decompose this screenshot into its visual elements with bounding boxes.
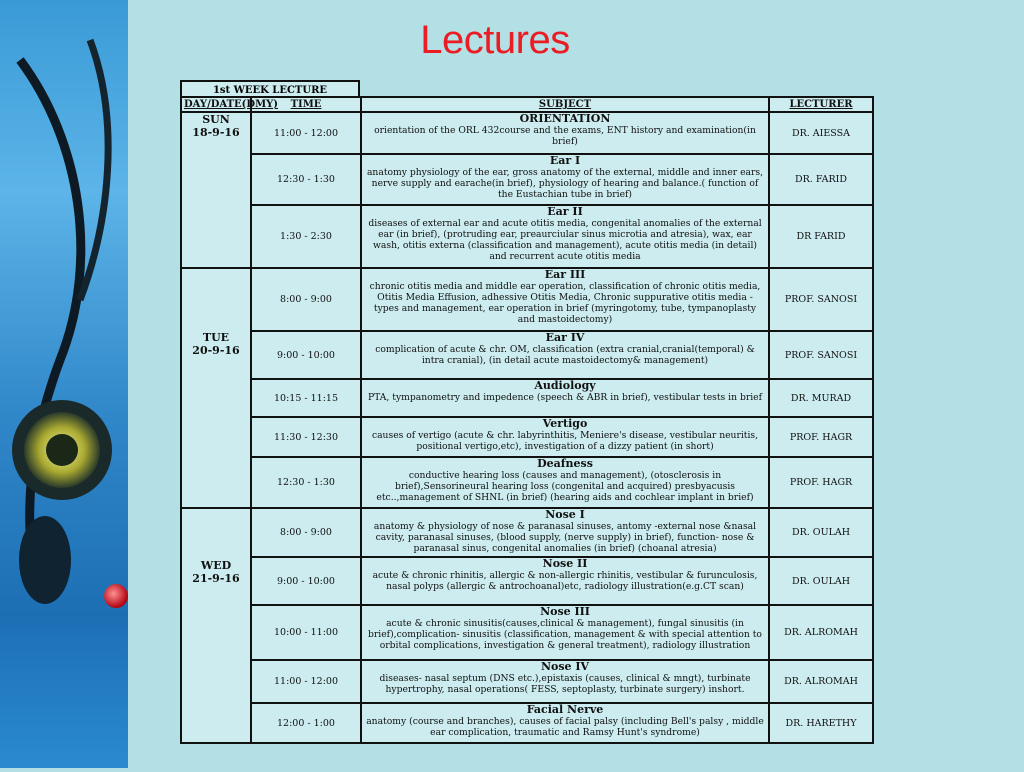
subject-title: Ear I bbox=[549, 154, 581, 167]
header-time: TIME bbox=[251, 97, 361, 112]
subject-cell bbox=[361, 417, 769, 457]
subject-title: Nose IV bbox=[540, 660, 590, 673]
time-cell: 11:00 - 12:00 bbox=[251, 660, 361, 703]
subject-title: Audiology bbox=[534, 379, 596, 392]
day-date: 21-9-16 bbox=[192, 572, 240, 585]
lecturer-cell: DR. OULAH bbox=[769, 508, 873, 557]
lecturer-cell: DR FARID bbox=[769, 205, 873, 268]
table-row bbox=[181, 660, 873, 703]
subject-title: Ear IV bbox=[545, 331, 585, 344]
subject-desc: chronic otitis media and middle ear operation, classification of chronic otitis media, Otitis Media Effusion, adhessive Otitis Media, Chronic suppurative otitis media - types and management, ear operation in brief (myringotomy, tube, tympanoplasty and mastoidectomy) bbox=[369, 281, 761, 325]
time-cell: 11:30 - 12:30 bbox=[251, 417, 361, 457]
subject-title: ORIENTATION bbox=[519, 112, 611, 125]
subject-desc: complication of acute & chr. OM, classification (extra cranial,cranial(temporal) & intra cranial), (in detail acute mastoidectomy& management) bbox=[375, 344, 755, 366]
time-cell: 8:00 - 9:00 bbox=[251, 508, 361, 557]
subject-title: Ear III bbox=[544, 268, 586, 281]
decorative-side-panel bbox=[0, 0, 128, 768]
time-cell: 10:15 - 11:15 bbox=[251, 379, 361, 417]
day-name: SUN bbox=[202, 113, 230, 126]
subject-desc: conductive hearing loss (causes and management), (otosclerosis in brief),Sensorineural hearing loss (congenital and acquired) presbyacusis etc..,management of SHNL (in brief) (hearing aids and cochlear implant in brief) bbox=[376, 470, 754, 503]
table-row bbox=[181, 112, 873, 154]
lecturer-cell: DR. OULAH bbox=[769, 557, 873, 605]
subject-cell bbox=[361, 331, 769, 379]
header-subject: SUBJECT bbox=[361, 97, 769, 112]
subject-desc: anatomy physiology of the ear, gross anatomy of the external, middle and inner ears, nerve supply and earache(in brief), physiology of hearing and balance.( function of the Eustachian tube in brief) bbox=[366, 167, 764, 200]
subject-cell bbox=[361, 557, 769, 605]
week-header: 1st WEEK LECTURE bbox=[180, 80, 360, 97]
time-cell: 12:00 - 1:00 bbox=[251, 703, 361, 743]
table-row bbox=[181, 379, 873, 417]
table-row bbox=[181, 508, 873, 557]
lecturer-cell: DR. ALROMAH bbox=[769, 660, 873, 703]
day-cell-wed bbox=[181, 508, 251, 743]
subject-cell bbox=[361, 703, 769, 743]
time-cell: 8:00 - 9:00 bbox=[251, 268, 361, 331]
subject-cell bbox=[361, 660, 769, 703]
subject-cell bbox=[361, 205, 769, 268]
lecturer-cell: DR. MURAD bbox=[769, 379, 873, 417]
subject-desc: causes of vertigo (acute & chr. labyrinthitis, Meniere's disease, vestibular neuritis, positional vertigo,etc), investigation of a dizzy patient (in short) bbox=[371, 430, 759, 452]
table-row bbox=[181, 205, 873, 268]
subject-cell bbox=[361, 508, 769, 557]
time-cell: 10:00 - 11:00 bbox=[251, 605, 361, 660]
subject-title: Nose II bbox=[542, 557, 588, 570]
subject-title: Deafness bbox=[537, 457, 593, 470]
time-cell: 12:30 - 1:30 bbox=[251, 457, 361, 508]
subject-desc: anatomy (course and branches), causes of facial palsy (including Bell's palsy , middle ear complication, traumatic and Ramsy Hunt's syndrome) bbox=[366, 716, 764, 738]
lecturer-cell: PROF. HAGR bbox=[769, 457, 873, 508]
lecturer-cell: DR. HARETHY bbox=[769, 703, 873, 743]
subject-desc: diseases of external ear and acute otitis media, congenital anomalies of the external ear (in brief), (protruding ear, preaurciular sinus microtia and atresia), wax, ear wash, otitis externa (classification and management), acute otitis media (in detail) and recurrent acute otitis media bbox=[368, 218, 762, 262]
subject-cell bbox=[361, 379, 769, 417]
header-lecturer: LECTURER bbox=[769, 97, 873, 112]
subject-desc: anatomy & physiology of nose & paranasal sinuses, antomy -external nose &nasal cavity, paranasal sinuses, (blood supply, (nerve supply) in brief), function- nose & paranasal sinus, congenital anomalies (in brief) (choanal atresia) bbox=[373, 521, 757, 554]
subject-cell bbox=[361, 268, 769, 331]
time-cell: 1:30 - 2:30 bbox=[251, 205, 361, 268]
subject-desc: orientation of the ORL 432course and the exams, ENT history and examination(in brief) bbox=[374, 125, 756, 147]
table-row bbox=[181, 154, 873, 205]
subject-title: Nose I bbox=[545, 508, 585, 521]
subject-cell bbox=[361, 457, 769, 508]
subject-title: Nose III bbox=[540, 605, 590, 618]
subject-desc: acute & chronic rhinitis, allergic & non-allergic rhinitis, vestibular & furunculosis, nasal polyps (allergic & antrochoanal)etc, radiology illustration(e.g.CT scan) bbox=[372, 570, 758, 592]
lecturer-cell: DR. FARID bbox=[769, 154, 873, 205]
time-cell: 11:00 - 12:00 bbox=[251, 112, 361, 154]
lecturer-cell: PROF. HAGR bbox=[769, 417, 873, 457]
day-cell-sun bbox=[181, 112, 251, 268]
table-row bbox=[181, 417, 873, 457]
subject-title: Vertigo bbox=[542, 417, 588, 430]
table-row bbox=[181, 703, 873, 743]
subject-desc: acute & chronic sinusitis(causes,clinical & management), fungal sinusitis (in brief),complication- sinusitis (classification, management & with special attention to orbital complications, investigation & general treatment), radiology illustration bbox=[368, 618, 762, 651]
table-row bbox=[181, 331, 873, 379]
lecturer-cell: PROF. SANOSI bbox=[769, 331, 873, 379]
subject-desc: PTA, tympanometry and impedence (speech & ABR in brief), vestibular tests in brief bbox=[367, 392, 763, 403]
table-row bbox=[181, 457, 873, 508]
lecturer-cell: PROF. SANOSI bbox=[769, 268, 873, 331]
day-cell-tue bbox=[181, 268, 251, 508]
time-cell: 12:30 - 1:30 bbox=[251, 154, 361, 205]
subject-title: Ear II bbox=[547, 205, 583, 218]
lecturer-cell: DR. AIESSA bbox=[769, 112, 873, 154]
day-name: WED bbox=[200, 559, 232, 572]
subject-cell bbox=[361, 154, 769, 205]
day-date: 18-9-16 bbox=[192, 126, 240, 139]
day-name: TUE bbox=[202, 331, 230, 344]
table-row bbox=[181, 557, 873, 605]
table-header-row bbox=[181, 97, 873, 112]
subject-desc: diseases- nasal septum (DNS etc.),epistaxis (causes, clinical & mngt), turbinate hypertrophy, nasal operations( FESS, septoplasty, turbinate surgery) inshort. bbox=[379, 673, 751, 695]
lecturer-cell: DR. ALROMAH bbox=[769, 605, 873, 660]
table-row bbox=[181, 605, 873, 660]
header-day: DAY/DATE(DMY) bbox=[181, 97, 251, 112]
time-cell: 9:00 - 10:00 bbox=[251, 331, 361, 379]
slide-title: Lectures bbox=[420, 18, 570, 62]
table-row bbox=[181, 268, 873, 331]
subject-title: Facial Nerve bbox=[526, 703, 604, 716]
subject-cell bbox=[361, 112, 769, 154]
time-cell: 9:00 - 10:00 bbox=[251, 557, 361, 605]
stethoscope-icon bbox=[0, 0, 128, 768]
lecture-schedule-table bbox=[180, 96, 874, 744]
day-date: 20-9-16 bbox=[192, 344, 240, 357]
subject-cell bbox=[361, 605, 769, 660]
